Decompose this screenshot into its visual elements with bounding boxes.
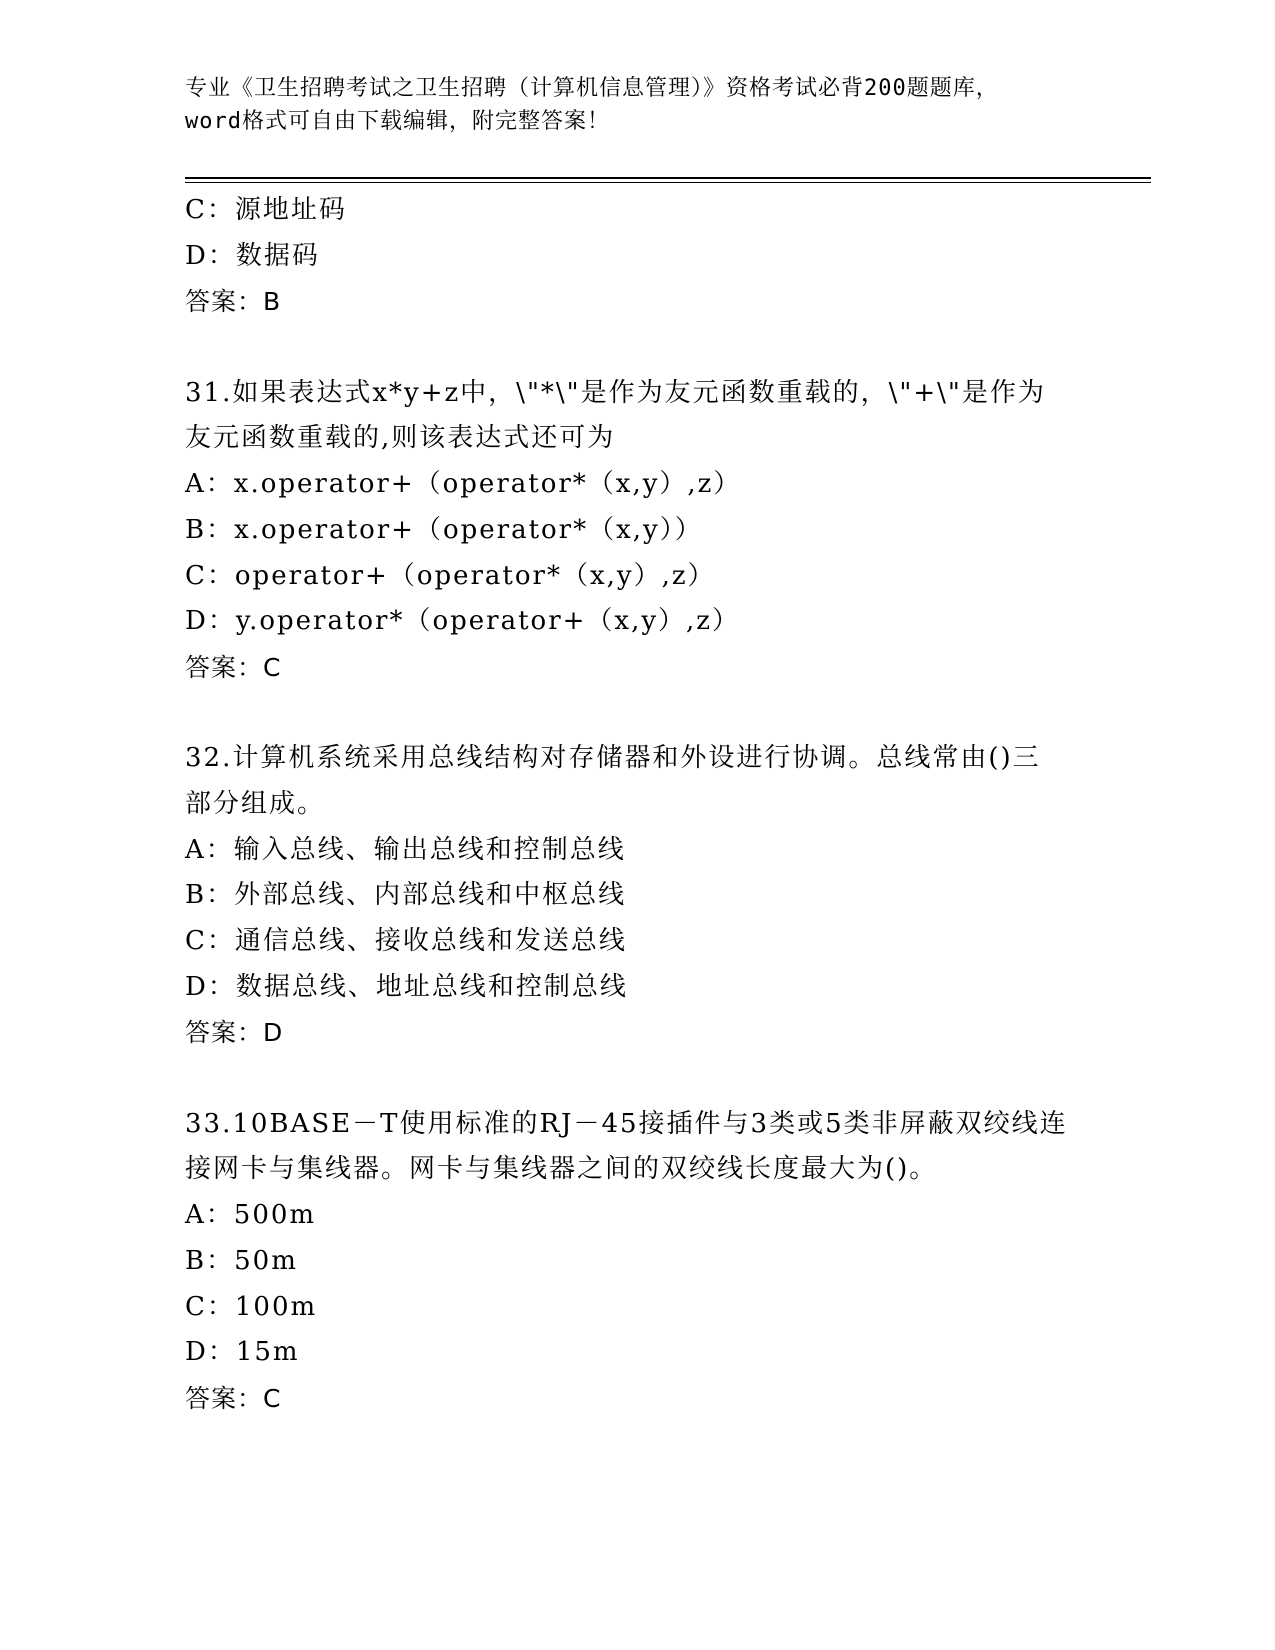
option-a: A：x.operator+（operator*（x,y）,z） [185,469,742,500]
question-32 [185,736,1115,1056]
header-title-line-1: 专业《卫生招聘考试之卫生招聘（计算机信息管理）》资格考试必背200题题库， [185,76,999,101]
spacer [185,691,1115,737]
option-c: C：operator+（operator*（x,y）,z） [185,560,716,591]
option-b: B：外部总线、内部总线和中枢总线 [185,880,627,911]
question-33 [185,1102,1115,1422]
option-b: B：50m [185,1245,298,1276]
option-b: B：x.operator+（operator*（x,y）） [185,514,703,545]
document-header [185,72,1105,138]
question-31 [185,371,1115,691]
question-stem-line-1: 32.计算机系统采用总线结构对存储器和外设进行协调。总线常由()三 [185,743,1041,774]
spacer [185,1056,1115,1102]
answer-text: 答案：B [185,287,282,317]
option-d: D：15m [185,1337,300,1368]
option-d: D：数据码 [185,240,320,271]
question-stem-line-2: 友元函数重载的,则该表达式还可为 [185,423,616,454]
question-stem-line-1: 31.如果表达式x*y+z中，\"*\"是作为友元函数重载的，\"+\"是作为 [185,377,1046,408]
answer-text: 答案：C [185,652,282,682]
question-stem-line-2: 接网卡与集线器。网卡与集线器之间的双绞线长度最大为()。 [185,1154,938,1185]
answer-text: 答案：D [185,1018,284,1048]
option-d: D：y.operator*（operator+（x,y）,z） [185,606,740,637]
option-c: C：源地址码 [185,195,347,225]
option-d: D：数据总线、地址总线和控制总线 [185,971,628,1002]
header-title-line-2: word格式可自由下载编辑，附完整答案！ [185,109,610,134]
header-divider-thin [185,182,1151,183]
option-a: A：输入总线、输出总线和控制总线 [185,834,626,865]
answer-text: 答案：C [185,1383,282,1413]
spacer [185,325,1115,371]
header-divider-thick [185,177,1151,179]
option-c: C：100m [185,1291,318,1322]
question-stem-line-2: 部分组成。 [185,788,326,819]
option-c: C：通信总线、接收总线和发送总线 [185,926,627,956]
question-30-tail [185,188,1115,325]
question-stem-line-1: 33.10BASE－T使用标准的RJ－45接插件与3类或5类非屏蔽双绞线连 [185,1108,1068,1139]
question-content [185,188,1115,1422]
option-a: A：500m [185,1200,317,1231]
